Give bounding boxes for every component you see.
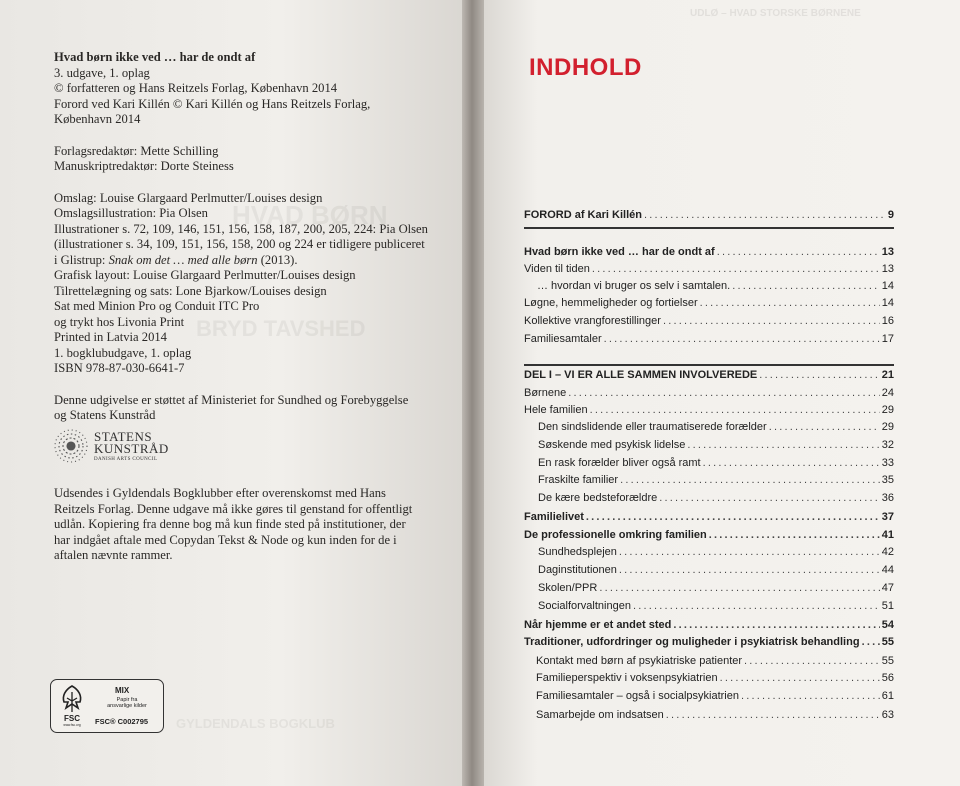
bleed-through-text: UDLØ – HVAD STORSKE BØRNENE xyxy=(690,8,861,19)
toc-leader-dots xyxy=(769,421,880,433)
toc-leader-dots xyxy=(619,546,880,558)
toc-entry xyxy=(524,619,894,635)
toc-entry xyxy=(538,439,894,455)
toc-entry xyxy=(538,582,894,598)
colophon-line: Forord ved Kari Killén © Kari Killén og Hans Reitzels Forlag, xyxy=(54,96,371,111)
toc-entry-page: 61 xyxy=(881,690,894,702)
toc-entry xyxy=(524,636,894,652)
support-line: Denne udgivelse er støttet af Ministeriet for Sundhed og Forebyggelse xyxy=(54,392,409,407)
bleed-through-text: HVAD BØRN xyxy=(232,200,388,230)
toc-entry-title: Hvad børn ikke ved … har de ondt af xyxy=(524,246,715,258)
toc-entry-page: 13 xyxy=(881,263,894,275)
toc-leader-dots xyxy=(599,582,879,594)
toc-entry xyxy=(538,600,894,616)
bookclub-line: Reitzels Forlag. Denne udgave må ikke gøres til genstand for offentligt xyxy=(54,501,413,516)
toc-entry-page: 47 xyxy=(881,582,894,594)
production-line: Printed in Latvia 2014 xyxy=(54,330,167,344)
toc-leader-dots xyxy=(590,404,880,416)
colophon-line: Hvad børn ikke ved … har de ondt af xyxy=(54,50,256,64)
toc-leader-dots xyxy=(744,655,880,667)
toc-entry-title: Den sindslidende eller traumatiserede forælder xyxy=(538,421,767,433)
toc-entry-title: Viden til tiden xyxy=(524,263,590,275)
production-line: Tilrettelægning og sats: Lone Bjarkow/Louises design xyxy=(54,283,327,298)
toc-leader-dots xyxy=(720,672,880,684)
toc-entry-title: Sundhedsplejen xyxy=(538,546,617,558)
glistrup-year: (2013). xyxy=(257,252,298,267)
toc-entry xyxy=(536,709,894,725)
toc-leader-dots xyxy=(673,619,879,631)
toc-entry-title: Kontakt med børn af psykiatriske patienter xyxy=(536,655,743,667)
fsc-site-text: www.fsc.org xyxy=(63,723,81,727)
toc-entry-title: Samarbejde om indsatsen xyxy=(536,709,664,721)
toc-entry-page: 33 xyxy=(881,457,894,469)
fsc-sub-line: ansvarlige kilder xyxy=(107,703,147,709)
production-line: Sat med Minion Pro og Conduit ITC Pro xyxy=(54,299,260,313)
toc-entry-title: Familielivet xyxy=(524,511,584,523)
toc-entry-page: 37 xyxy=(881,511,894,523)
toc-leader-dots xyxy=(703,457,880,469)
toc-entry xyxy=(524,369,894,385)
fsc-mix-text: MIX xyxy=(115,686,130,695)
toc-entry xyxy=(537,280,894,296)
production-line: 1. bogklubudgave, 1. oplag xyxy=(54,345,192,360)
toc-entry xyxy=(524,297,894,313)
section-divider xyxy=(524,227,894,229)
toc-entry-page: 24 xyxy=(881,387,894,399)
toc-entry-title: Familieperspektiv i voksenpsykiatrien xyxy=(536,672,718,684)
toc-entry-title: Skolen/PPR xyxy=(538,582,598,594)
toc-entry-page: 41 xyxy=(881,529,894,541)
toc-entry-page: 54 xyxy=(881,619,894,631)
toc-leader-dots xyxy=(568,387,880,399)
toc-entry-page: 55 xyxy=(881,636,894,648)
toc-entry-title: De professionelle omkring familien xyxy=(524,529,707,541)
production-line: Grafisk layout: Louise Glargaard Perlmutter/Louises design xyxy=(54,268,356,282)
toc-leader-dots xyxy=(759,369,879,381)
glistrup-prefix: i Glistrup: xyxy=(54,252,109,267)
production-line: ISBN 978-87-030-6641-7 xyxy=(54,361,185,375)
toc-leader-dots xyxy=(586,511,880,523)
toc-entry-page: 29 xyxy=(881,404,894,416)
toc-entry-title: Hele familien xyxy=(524,404,588,416)
toc-entry xyxy=(538,421,894,437)
toc-entry-title: En rask forælder bliver også ramt xyxy=(538,457,701,469)
toc-entry-title: Fraskilte familier xyxy=(538,474,619,486)
toc-entry-page: 9 xyxy=(887,209,894,221)
colophon-line: © forfatteren og Hans Reitzels Forlag, København 2014 xyxy=(54,81,338,95)
support-line: og Statens Kunstråd xyxy=(54,408,156,422)
toc-entry xyxy=(524,333,894,349)
toc-entry-title: Når hjemme er et andet sted xyxy=(524,619,672,631)
toc-entry-title: Familiesamtaler xyxy=(524,333,602,345)
toc-entry xyxy=(536,655,894,671)
toc-entry-title: De kære bedsteforældre xyxy=(538,492,658,504)
toc-leader-dots xyxy=(732,280,880,292)
toc-leader-dots xyxy=(619,564,880,576)
editor-line: Manuskriptredaktør: Dorte Steiness xyxy=(54,159,234,173)
toc-leader-dots xyxy=(862,636,880,648)
toc-entry-page: 32 xyxy=(881,439,894,451)
glistrup-book-title: Snak om det … med alle børn xyxy=(108,252,258,267)
toc-entry xyxy=(524,315,894,331)
production-line: Illustrationer s. 72, 109, 146, 151, 156, 158, 187, 200, 205, 224: Pia Olsen xyxy=(54,221,428,236)
toc-leader-dots xyxy=(592,263,880,275)
toc-leader-dots xyxy=(644,209,886,221)
toc-leader-dots xyxy=(659,492,880,504)
toc-entry xyxy=(524,246,894,262)
toc-leader-dots xyxy=(709,529,880,541)
toc-entry-page: 29 xyxy=(881,421,894,433)
toc-leader-dots xyxy=(717,246,880,258)
toc-entry xyxy=(538,492,894,508)
editor-line: Forlagsredaktør: Mette Schilling xyxy=(54,143,219,158)
toc-entry-page: 36 xyxy=(881,492,894,504)
toc-entry xyxy=(524,511,894,527)
toc-entry-title: FORORD af Kari Killén xyxy=(524,209,642,221)
production-line: og trykt hos Livonia Print xyxy=(54,314,185,329)
toc-leader-dots xyxy=(620,474,880,486)
production-line: Omslag: Louise Glargaard Perlmutter/Louises design xyxy=(54,190,323,205)
toc-entry-page: 44 xyxy=(881,564,894,576)
toc-entry-title: Børnene xyxy=(524,387,567,399)
toc-entry-page: 21 xyxy=(881,369,894,381)
fsc-label-text: FSC xyxy=(64,714,80,723)
toc-entry-page: 63 xyxy=(881,709,894,721)
toc-leader-dots xyxy=(663,315,880,327)
toc-leader-dots xyxy=(604,333,880,345)
section-divider xyxy=(524,364,894,366)
toc-entry-title: Socialforvaltningen xyxy=(538,600,631,612)
bleed-through-text: GYLDENDALS BOGKLUB xyxy=(176,716,335,731)
toc-entry-page: 56 xyxy=(881,672,894,684)
logo-line: DANISH ARTS COUNCIL xyxy=(94,457,158,462)
toc-entry xyxy=(538,546,894,562)
toc-leader-dots xyxy=(741,690,880,702)
toc-entry xyxy=(524,387,894,403)
toc-entry xyxy=(536,672,894,688)
bookclub-line: aftalen nævnte rammer. xyxy=(54,548,173,562)
toc-leader-dots xyxy=(633,600,880,612)
toc-leader-dots xyxy=(666,709,880,721)
toc-entry-page: 42 xyxy=(881,546,894,558)
toc-entry-title: Daginstitutionen xyxy=(538,564,617,576)
toc-entry-title: Kollektive vrangforestillinger xyxy=(524,315,661,327)
toc-entry-page: 16 xyxy=(881,315,894,327)
toc-entry xyxy=(524,209,894,225)
bookclub-line: har indgået aftale med Copydan Tekst & Node og kun inden for de i xyxy=(54,532,397,547)
production-line: Omslagsillustration: Pia Olsen xyxy=(54,206,208,220)
fsc-code: FSC® C002795 xyxy=(95,717,149,726)
toc-entry xyxy=(538,474,894,490)
toc-entry-page: 51 xyxy=(881,600,894,612)
colophon-line: 3. udgave, 1. oplag xyxy=(54,65,150,80)
toc-entry-title: Søskende med psykisk lidelse xyxy=(538,439,686,451)
toc-entry-page: 35 xyxy=(881,474,894,486)
toc-entry-page: 13 xyxy=(881,246,894,258)
toc-entry xyxy=(524,404,894,420)
toc-entry-page: 14 xyxy=(881,297,894,309)
toc-entry xyxy=(538,457,894,473)
toc-entry-title: DEL I – VI ER ALLE SAMMEN INVOLVEREDE xyxy=(524,369,758,381)
toc-entry-page: 17 xyxy=(881,333,894,345)
toc-entry-title: Traditioner, udfordringer og muligheder i psykiatrisk behandling xyxy=(524,636,860,648)
logo-line: STATENS xyxy=(94,429,153,444)
bleed-through-text: BRYD TAVSHED xyxy=(196,316,366,341)
fsc-sub-line: Papir fra xyxy=(116,697,138,703)
toc-entry xyxy=(524,263,894,279)
toc-leader-dots xyxy=(687,439,879,451)
toc-entry-title: … hvordan vi bruger os selv i samtalen. xyxy=(537,280,731,292)
logo-line: KUNSTRÅD xyxy=(94,441,169,456)
bookclub-line: udlån. Kopiering fra denne bog må kun finde sted på institutioner, der xyxy=(54,517,406,531)
toc-entry xyxy=(536,690,894,706)
toc-entry-title: Familiesamtaler – også i socialpsykiatrien xyxy=(536,690,739,702)
toc-entry-page: 14 xyxy=(881,280,894,292)
toc-entry xyxy=(524,529,894,545)
toc-entry-title: Løgne, hemmeligheder og fortielser xyxy=(524,297,698,309)
colophon-line: København 2014 xyxy=(54,112,141,126)
toc-entry-page: 55 xyxy=(881,655,894,667)
bookclub-line: Udsendes i Gyldendals Bogklubber efter overenskomst med Hans xyxy=(54,486,386,500)
toc-heading: INDHOLD xyxy=(529,54,642,81)
toc-entry xyxy=(538,564,894,580)
production-line: (illustrationer s. 34, 109, 151, 156, 158, 200 og 224 er tidligere publiceret xyxy=(54,237,425,251)
toc-leader-dots xyxy=(700,297,880,309)
